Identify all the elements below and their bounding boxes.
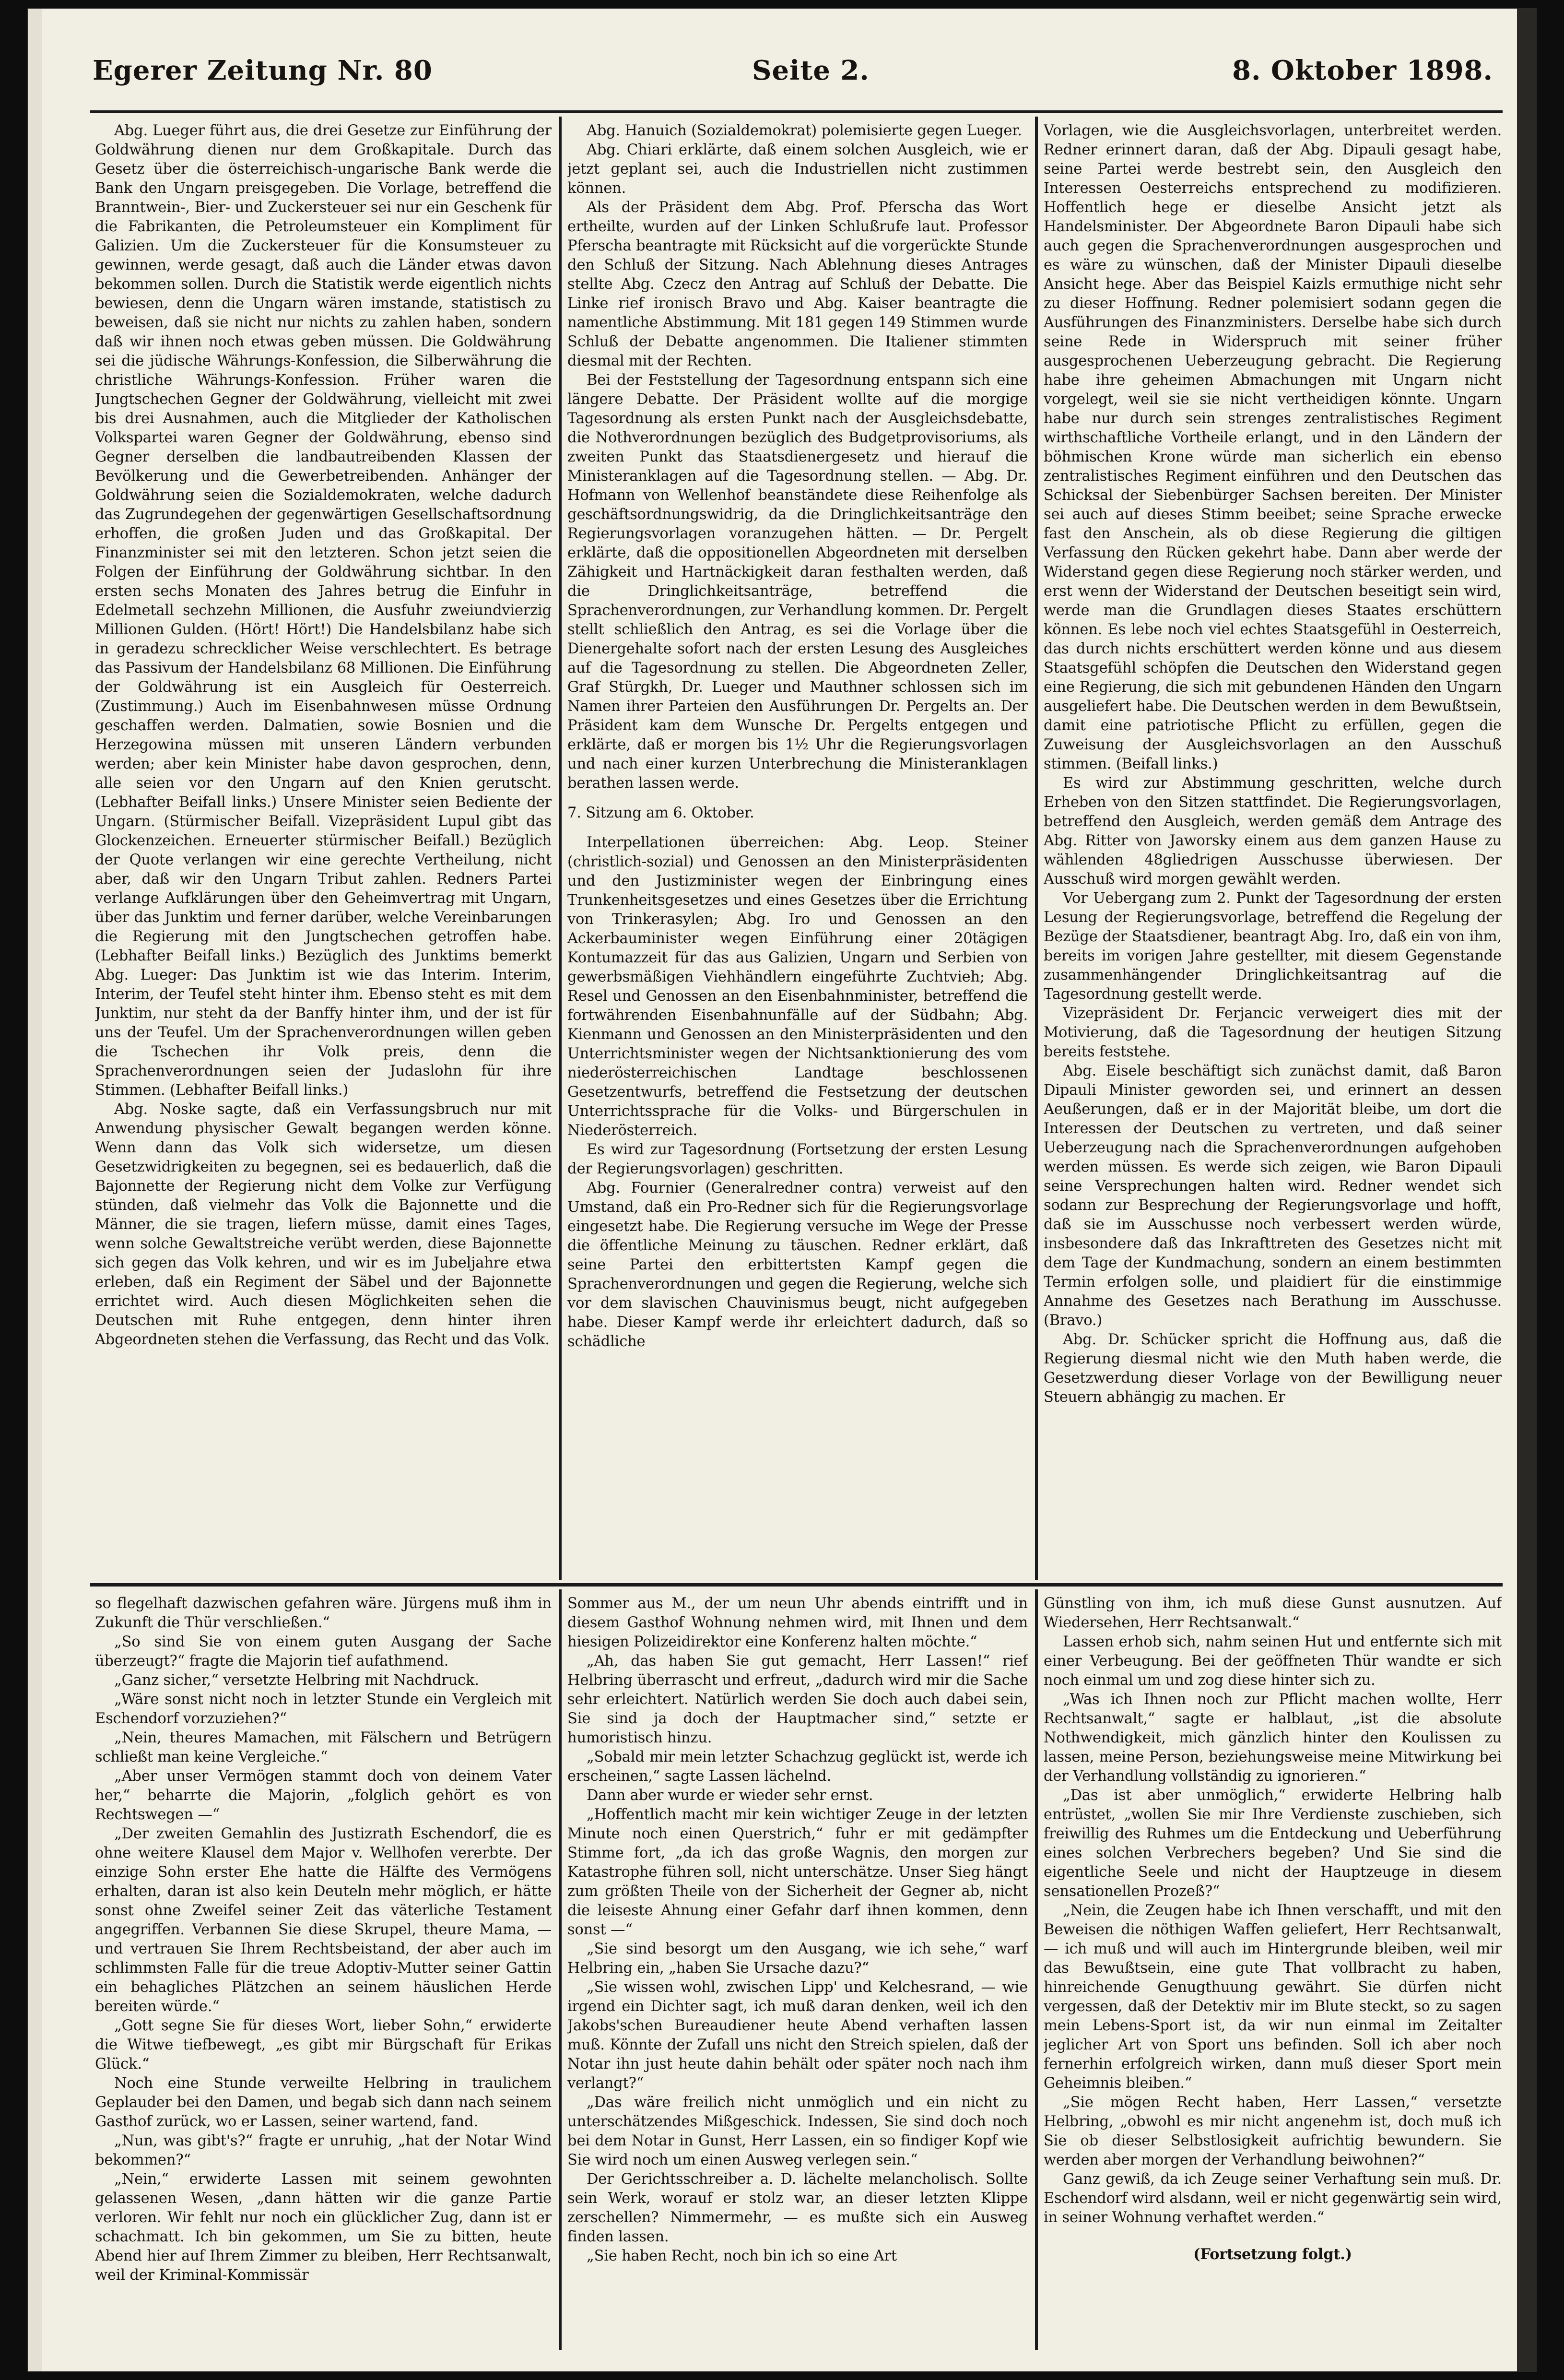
paragraph: Ganz gewiß, da ich Zeuge seiner Verhaftung sein muß. Dr. Eschendorf wird alsdann, weil er nicht gegenwärtig sein wird, in seiner Wohnung verhaftet werden.“ bbox=[1044, 2171, 1502, 2226]
paragraph: „Der zweiten Gemahlin des Justizrath Eschendorf, die es ohne weitere Klausel dem Major v. Wellhofen vererbte. Der einzige Sohn erster Ehe hatte die Hälfte des Vermögens erhalten, daran ist also kein Deuteln mehr möglich, er hätte sonst ohne Zweifel seiner Zeit das väterliche Testament angegriffen. Verbannen Sie diese Skrupel, theure Mama, — und vertrauen Sie Ihrem Rechtsbeistand, der aber auch im schlimmsten Falle für die treue Adoptiv-Mutter seiner Gattin ein behagliches Plätzchen an seinem häuslichen Herde bereiten würde.“ bbox=[95, 1825, 552, 2015]
page-number: Seite 2. bbox=[752, 55, 870, 86]
paragraph: „Sie haben Recht, noch bin ich so eine Art bbox=[587, 2248, 897, 2264]
paragraph: „Das wäre freilich nicht unmöglich und ein nicht zu unterschätzendes Mißgeschick. Indessen, Sie sind doch noch bei dem Notar in Gunst, Herr Lassen, ein so findiger Kopf wie Sie wird noch um einen Ausweg verlegen sein.“ bbox=[567, 2094, 1028, 2168]
newspaper-page bbox=[28, 9, 1536, 2371]
paragraph: „Nein, die Zeugen habe ich Ihnen verschafft, und mit den Beweisen die nöthigen Waffen geliefert, Herr Rechtsanwalt, — ich muß und will auch im Hintergrunde bleiben, weil mir das Bewußtsein, eine gute That vollbracht zu haben, hinreichende Genugthuung gewährt. Sie dürfen nicht vergessen, daß der Detektiv mir im Blute steckt, so zu sagen mein Lebens-Sport ist, da wir nun einmal im Zeitalter jeglicher Art von Sport uns befinden. Soll ich aber noch fernerhin erfolgreich wirken, dann muß dieser Sport mein Geheimnis bleiben.“ bbox=[1044, 1902, 1502, 2092]
paragraph: Sommer aus M., der um neun Uhr abends eintrifft und in diesem Gasthof Wohnung nehmen wird, mit Ihnen und dem hiesigen Polizeidirektor eine Konferenz halten möchte.“ bbox=[567, 1595, 1028, 1650]
paragraph: Abg. Eisele beschäftigt sich zunächst damit, daß Baron Dipauli Minister geworden sei, und erinnert an dessen Aeußerungen, daß er in der Majorität bleibe, um dort die Interessen der Deutschen zu vertreten, und daß seiner Ueberzeugung nach die Sprachenverordnungen aufgehoben werden müssen. Es werde sich zeigen, wie Baron Dipauli seine Versprechungen halten wird. Redner wendet sich sodann zur Besprechung der Regierungsvorlage und hofft, daß sie im Ausschusse noch verbessert werden würde, insbesondere daß das Inkrafttreten des Gesetzes nicht mit dem Tage der Kundmachung, sondern an einem bestimmten Termin erfolgen solle, und plaidiert für die einstimmige Annahme des Gesetzes nach Berathung im Ausschusse. (Bravo.) bbox=[1044, 1063, 1502, 1329]
paragraph: Abg. Dr. Schücker spricht die Hoffnung aus, daß die Regierung diesmal nicht wie den Muth haben werde, die Gesetzwerdung dieser Vorlage von der Bewilligung neuer Steuern abhängig zu machen. Er bbox=[1044, 1331, 1502, 1406]
paragraph: „Nein, theures Mamachen, mit Fälschern und Betrügern schließt man keine Vergleiche.“ bbox=[95, 1729, 552, 1765]
paragraph: Interpellationen überreichen: Abg. Leop. Steiner (christlich-sozial) und Genossen an den Ministerpräsidenten und den Justizminister wegen der Einbringung eines Trunkenheitsgesetzes und eines Gesetzes über die Errichtung von Trinkerasylen; Abg. Iro und Genossen an den Ackerbauminister wegen Einführung einer 20tägigen Kontumazzeit für das aus Galizien, Ungarn und Serbien von gewerbsmäßigen Viehhändlern eingeführte Zuchtvieh; Abg. Resel und Genossen an den Eisenbahnminister, betreffend die fortwährenden Eisenbahnunfälle auf der Südbahn; Abg. Kienmann und Genossen an den Ministerpräsidenten und den Unterrichtsminister wegen der Nichtsanktionierung des vom niederösterreichischen Landtage beschlossenen Gesetzentwurfs, betreffend die Festsetzung der deutschen Unterrichtssprache für die Volks- und Bürgerschulen in Niederösterreich. bbox=[567, 834, 1028, 1139]
paragraph: Günstling von ihm, ich muß diese Gunst ausnutzen. Auf Wiedersehen, Herr Rechtsanwalt.“ bbox=[1044, 1595, 1502, 1631]
column-rule-lower-1 bbox=[559, 1589, 562, 2350]
paragraph: Der Gerichtsschreiber a. D. lächelte melancholisch. Sollte sein Werk, worauf er stolz war, an dieser letzten Klippe zerschellen? Nimmermehr, — es mußte sich ein Ausweg finden lassen. bbox=[567, 2171, 1028, 2245]
paragraph: so flegelhaft dazwischen gefahren wäre. Jürgens muß ihm in Zukunft die Thür verschließen.“ bbox=[95, 1595, 552, 1631]
paragraph: Vor Uebergang zum 2. Punkt der Tagesordnung der ersten Lesung der Regierungsvorlage, betreffend die Regelung der Bezüge der Staatsdiener, beantragt Abg. Iro, daß ein von ihm, bereits im vorigen Jahre gestellter, mit diesem Gegenstande zusammenhängender Dringlichkeitsantrag auf die Tagesordnung gestellt werde. bbox=[1044, 890, 1502, 1003]
news-column-2 bbox=[567, 121, 1028, 1580]
column-rule-upper-2 bbox=[1035, 117, 1038, 1580]
paragraph: Vorlagen, wie die Ausgleichsvorlagen, unterbreitet werden. Redner erinnert daran, daß der Abg. Dipauli gesagt habe, seine Partei werde bestrebt sein, den Ausgleich den Interessen Oesterreichs entsprechend zu modifizieren. Hoffentlich hege er dieselbe Ansicht jetzt als Handelsminister. Der Abgeordnete Baron Dipauli habe sich auch gegen die Sprachenverordnungen ausgesprochen und es wäre zu wünschen, daß der Minister Dipauli dieselbe Ansicht hege. Aber das Beispiel Kaizls ermuthige nicht sehr zu dieser Hoffnung. Redner polemisiert sodann gegen die Ausführungen des Finanzministers. Derselbe habe sich durch seine Rede in Widerspruch mit seiner früher ausgesprochenen Ueberzeugung gebracht. Die Regierung habe ihre geheimen Abmachungen mit Ungarn nicht vorgelegt, weil sie sie nicht vertheidigen könnte. Ungarn habe nur durch sein strenges zentralistisches Regiment wirthschaftliche Vortheile erlangt, und in den Ländern der böhmischen Krone würde man sicherlich ein ebenso zentralistisches Regiment einführen und den Deutschen das Schicksal der Siebenbürger Sachsen bereiten. Der Minister sei auch auf dieses Stimm beeibet; seine Sprache erwecke fast den Anschein, als ob diese Regierung die giltigen Verfassung den Rücken gekehrt habe. Dann aber werde der Widerstand gegen diese Regierung noch stärker werden, und erst wenn der Widerstand der Deutschen beseitigt sein wird, werde man die Grundlagen dieses Staates erschüttern können. Es lebe noch viel echtes Staatsgefühl in Oesterreich, das durch nichts erschüttert werden könne und aus diesem Staatsgefühl schöpfen die Deutschen den Widerstand gegen eine Regierung, die sich mit gebundenen Händen den Ungarn ausgeliefert habe. Die Deutschen werden in dem Bewußtsein, damit eine patriotische Pflicht zu erfüllen, gegen die Zuweisung der Ausgleichsvorlagen an den Ausschuß stimmen. (Beifall links.) bbox=[1044, 122, 1502, 772]
issue-date: 8. Oktober 1898. bbox=[1232, 55, 1493, 86]
paragraph: „Ah, das haben Sie gut gemacht, Herr Lassen!“ rief Helbring überrascht und erfreut, „dadurch wird mir die Sache sehr erleichtert. Natürlich werden Sie doch auch dabei sein, Sie sind ja doch der Hauptmacher sind,“ setzte er humoristisch hinzu. bbox=[567, 1653, 1028, 1746]
paragraph: Noch eine Stunde verweilte Helbring in traulichem Geplauder bei den Damen, und begab sich dann nach seinem Gasthof zurück, wo er Lassen, seiner wartend, fand. bbox=[95, 2075, 552, 2130]
paragraph: „Nein,“ erwiderte Lassen mit seinem gewohnten gelassenen Wesen, „dann hätten wir die ganze Partie verloren. Wir fehlt nur noch ein glücklicher Zug, dann ist er schachmatt. Ich bin gekommen, um Sie zu bitten, heute Abend hier auf Ihrem Zimmer zu bleiben, Herr Rechtsanwalt, weil der Kriminal-Kommissär bbox=[95, 2171, 552, 2284]
paragraph: „Ganz sicher,“ versetzte Helbring mit Nachdruck. bbox=[114, 1672, 479, 1689]
right-page-edge bbox=[1517, 9, 1536, 2371]
paragraph: „Gott segne Sie für dieses Wort, lieber Sohn,“ erwiderte die Witwe tiefbewegt, „es gibt mir Bürgschaft für Erikas Glück.“ bbox=[95, 2017, 552, 2072]
paragraph: „Das ist aber unmöglich,“ erwiderte Helbring halb entrüstet, „wollen Sie mir Ihre Verdienste zuschieben, sich freiwillig des Ruhmes um die Entdeckung und Ueberführung eines solchen Verbrechers begeben? Und Sie sind die eigentliche Seele und nicht der Hauptzeuge in diesem sensationellen Prozeß?“ bbox=[1044, 1787, 1502, 1900]
paragraph: „Nun, was gibt's?“ fragte er unruhig, „hat der Notar Wind bekommen?“ bbox=[95, 2132, 552, 2168]
paragraph: Es wird zur Abstimmung geschritten, welche durch Erheben von den Sitzen stattfindet. Die Regierungsvorlagen, betreffend den Ausgleich, werden gemäß dem Antrage des Abg. Ritter von Jaworsky einem aus dem ganzen Hause zu wählenden 48gliedrigen Ausschusse überwiesen. Der Ausschuß wird morgen gewählt werden. bbox=[1044, 775, 1502, 888]
paragraph: „Hoffentlich macht mir kein wichtiger Zeuge in der letzten Minute noch einen Querstrich,“ fuhr er mit gedämpfter Stimme fort, „da ich das große Wagnis, den morgen zur Katastrophe führen soll, nicht unterschätze. Unser Sieg hängt zum größten Theile von der Sicherheit der Gegner ab, nicht die leiseste Ahnung einer Gefahr darf ihnen kommen, denn sonst —“ bbox=[567, 1806, 1028, 1938]
paragraph: „Sobald mir mein letzter Schachzug geglückt ist, werde ich erscheinen,“ sagte Lassen lächelnd. bbox=[567, 1749, 1028, 1785]
feuilleton-column-1 bbox=[95, 1594, 552, 2352]
to-be-continued: (Fortsetzung folgt.) bbox=[1193, 2246, 1352, 2263]
paragraph: „Was ich Ihnen noch zur Pflicht machen wollte, Herr Rechtsanwalt,“ sagte er halblaut, „ist die absolute Nothwendigkeit, mich gänzlich hinter den Koulissen zu lassen, meine Person, beziehungsweise meine Mitwirkung bei der Verhandlung vollständig zu ignorieren.“ bbox=[1044, 1691, 1502, 1785]
page-header bbox=[28, 21, 1536, 117]
paragraph: Bei der Feststellung der Tagesordnung entspann sich eine längere Debatte. Der Präsident wollte auf die morgige Tagesordnung als ersten Punkt nach der Ausgleichsdebatte, die Nothverordnungen bezüglich des Budgetprovisoriums, als zweiten Punkt das Staatsdienergesetz und hierauf die Ministeranklagen auf die Tagesordnung stellen. — Abg. Dr. Hofmann von Wellenhof beanständete diese Reihenfolge als geschäftsordnungswidrig, da die Dringlichkeitsanträge den Regierungsvorlagen voranzugehen hätten. — Dr. Pergelt erklärte, daß die oppositionellen Abgeordneten mit derselben Zähigkeit und Hartnäckigkeit daran festhalten werden, daß die Dringlichkeitsanträge, betreffend die Sprachenverordnungen, zur Verhandlung kommen. Dr. Pergelt stellt schließlich den Antrag, es sei die Vorlage über die Dienergehalte sofort nach der ersten Lesung des Ausgleiches auf die Tagesordnung zu stellen. Die Abgeordneten Zeller, Graf Stürgkh, Dr. Lueger und Mauthner schlossen sich im Namen ihrer Parteien den Ausführungen Dr. Pergelts an. Der Präsident kam dem Wunsche Dr. Pergelts entgegen und erklärte, daß er morgen bis 1½ Uhr die Regierungsvorlagen und nach einer kurzen Unterbrechung die Ministeranklagen berathen lassen werde. bbox=[567, 372, 1028, 792]
feuilleton-column-2 bbox=[567, 1594, 1028, 2352]
paragraph: Es wird zur Tagesordnung (Fortsetzung der ersten Lesung der Regierungsvorlagen) geschritten. bbox=[567, 1141, 1028, 1177]
masthead-issue: Egerer Zeitung Nr. 80 bbox=[93, 55, 433, 86]
paragraph: „So sind Sie von einem guten Ausgang der Sache überzeugt?“ fragte die Majorin tief aufathmend. bbox=[95, 1634, 552, 1670]
section-heading: 7. Sitzung am 6. Oktober. bbox=[567, 805, 754, 821]
news-column-1 bbox=[95, 121, 552, 1580]
paragraph: Als der Präsident dem Abg. Prof. Pferscha das Wort ertheilte, wurden auf der Linken Schlußrufe laut. Professor Pferscha beantragte mit Rücksicht auf die vorgerückte Stunde den Schluß der Sitzung. Nach Ablehnung dieses Antrages stellte Abg. Czecz den Antrag auf Schluß der Debatte. Die Linke rief ironisch Bravo und Abg. Kaiser beantragte die namentliche Abstimmung. Mit 181 gegen 149 Stimmen wurde Schluß der Debatte angenommen. Die Italiener stimmten diesmal mit der Rechten. bbox=[567, 199, 1028, 369]
feuilleton-rule bbox=[90, 1583, 1503, 1587]
left-paper-margin bbox=[28, 9, 42, 2371]
header-rule bbox=[90, 110, 1503, 113]
column-rule-upper-1 bbox=[559, 117, 562, 1580]
news-column-3 bbox=[1044, 121, 1502, 1580]
paragraph: „Sie wissen wohl, zwischen Lipp' und Kelchesrand, — wie irgend ein Dichter sagt, ich muß daran denken, weil ich den Jakobs'schen Bureaudiener heute Abend verhaften lassen muß. Könnte der Zufall uns nicht den Streich spielen, daß der Notar ihn just heute dahin behält oder später noch nach ihm verlangt?“ bbox=[567, 1979, 1028, 2092]
paragraph: Abg. Noske sagte, daß ein Verfassungsbruch nur mit Anwendung physischer Gewalt begangen werden könne. Wenn dann das Volk sich widersetze, um diesen Gesetzwidrigkeiten zu begegnen, sei es bedauerlich, daß die Bajonnette der Regierung nicht dem Volke zur Verfügung stünden, daß vielmehr das Volk die Bajonnette und die Männer, die sie tragen, liefern müsse, damit eines Tages, wenn solche Gewaltstreiche verübt werden, diese Bajonnette sich gegen das Volk kehren, und wir es im Jubeljahre etwa erleben, daß ein Regiment der Säbel und der Bajonnette errichtet wird. Auch diesen Möglichkeiten sehen die Deutschen mit Ruhe entgegen, denn hinter ihren Abgeordneten stehen die Verfassung, das Recht und das Volk. bbox=[95, 1101, 552, 1348]
paragraph: „Wäre sonst nicht noch in letzter Stunde ein Vergleich mit Eschendorf vorzuziehen?“ bbox=[95, 1691, 552, 1727]
feuilleton-column-3 bbox=[1044, 1594, 1502, 2352]
paragraph: Abg. Hanuich (Sozialdemokrat) polemisierte gegen Lueger. bbox=[587, 122, 1022, 139]
paragraph: „Aber unser Vermögen stammt doch von deinem Vater her,“ beharrte die Majorin, „folglich gehört es von Rechtswegen —“ bbox=[95, 1768, 552, 1823]
paragraph: Abg. Fournier (Generalredner contra) verweist auf den Umstand, daß ein Pro-Redner sich für die Regierungsvorlage eingesetzt habe. Die Regierung versuche im Wege der Presse die öffentliche Meinung zu täuschen. Redner erklärt, daß seine Partei den erbittertsten Kampf gegen die Sprachenverordnungen und gegen die Regierung, welche sich vor dem slavischen Chauvinismus beugt, nicht aufgegeben habe. Dieser Kampf werde ihr erleichtert dadurch, daß so schädliche bbox=[567, 1180, 1028, 1350]
paragraph: Lassen erhob sich, nahm seinen Hut und entfernte sich mit einer Verbeugung. Bei der geöffneten Thür wandte er sich noch einmal um und zog diese hinter sich zu. bbox=[1044, 1634, 1502, 1689]
paragraph: „Sie mögen Recht haben, Herr Lassen,“ versetzte Helbring, „obwohl es mir nicht angenehm ist, doch muß ich Sie ob dieser Selbstlosigkeit aufrichtig bewundern. Sie werden aber morgen der Verhandlung beiwohnen?“ bbox=[1044, 2094, 1502, 2168]
paragraph: Abg. Chiari erklärte, daß einem solchen Ausgleich, wie er jetzt geplant sei, auch die Industriellen nicht zustimmen können. bbox=[567, 142, 1028, 197]
paragraph: „Sie sind besorgt um den Ausgang, wie ich sehe,“ warf Helbring ein, „haben Sie Ursache dazu?“ bbox=[567, 1941, 1028, 1977]
column-rule-lower-2 bbox=[1035, 1589, 1038, 2350]
paragraph: Abg. Lueger führt aus, die drei Gesetze zur Einführung der Goldwährung dienen nur dem Großkapitale. Durch das Gesetz über die österreichisch-ungarische Bank werde die Bank den Ungarn preisgegeben. Die Vorlage, betreffend die Branntwein-, Bier- und Zuckersteuer sei nur ein Geschenk für die Fabrikanten, die Petroleumsteuer ein Kompliment für Galizien. Um die Zuckersteuer für die Konsumsteuer zu gewinnen, werde gesagt, daß auch die Länder etwas davon bekommen sollen. Durch die Statistik werde eigentlich nichts bewiesen, denn die Ungarn wären imstande, statistisch zu beweisen, daß sie nicht nur nichts zu zahlen haben, sondern daß wir ihnen noch etwas geben müssen. Die Goldwährung sei die jüdische Währungs-Konfession, die Silberwährung die christliche Währungs-Konfession. Früher waren die Jungtschechen Gegner der Goldwährung, vielleicht mit zwei bis drei Ausnahmen, auch die Mitglieder der Katholischen Volkspartei waren Gegner der Goldwährung, ebenso sind Gegner derselben die landbautreibenden Klassen der Bevölkerung und die Gewerbetreibenden. Anhänger der Goldwährung seien die Sozialdemokraten, welche dadurch das Zugrundegehen der gegenwärtigen Gesellschaftsordnung erhoffen, die großen Juden und das Großkapital. Der Finanzminister sei mit den letzteren. Schon jetzt seien die Folgen der Einführung der Goldwährung sichtbar. In den ersten sechs Monaten des Jahres betrug die Einfuhr in Edelmetall sechzehn Millionen, die Ausfuhr zweiundvierzig Millionen Gulden. (Hört! Hört!) Die Handelsbilanz habe sich in geradezu schrecklicher Weise verschlechtert. Es betrage das Passivum der Handelsbilanz 68 Millionen. Die Einführung der Goldwährung ist ein Ausgleich für Oesterreich. (Zustimmung.) Auch im Eisenbahnwesen müsse Ordnung geschaffen werden. Dalmatien, sowie Bosnien und die Herzegowina müssen mit unseren Ländern verbunden werden; aber kein Minister habe davon gesprochen, denn, alle seien vor den Ungarn auf den Knien gerutscht. (Lebhafter Beifall links.) Unsere Minister seien Bediente der Ungarn. (Stürmischer Beifall. Vizepräsident Lupul gibt das Glockenzeichen. Erneuerter stürmischer Beifall.) Bezüglich der Quote verlangen wir eine gerechte Vertheilung, nicht aber, daß wir den Ungarn Tribut zahlen. Redners Partei verlange Aufklärungen über den Geheimvertrag mit Ungarn, über das Junktim und ferner darüber, welche Vereinbarungen die Regierung mit den Jungtschechen getroffen habe. (Lebhafter Beifall links.) Bezüglich des Junktims bemerkt Abg. Lueger: Das Junktim ist wie das Interim. Interim, Interim, der Teufel steht hinter ihm. Ebenso steht es mit dem Junktim, nur steht da der Banffy hinter ihm, und der ist für uns der Teufel. Um der Sprachenverordnungen willen geben die Tschechen ihr Volk preis, denn die Sprachenverordnungen seien der Judaslohn für ihre Stimmen. (Lebhafter Beifall links.) bbox=[95, 122, 552, 1099]
paragraph: Dann aber wurde er wieder sehr ernst. bbox=[587, 1787, 873, 1804]
paragraph: Vizepräsident Dr. Ferjancic verweigert dies mit der Motivierung, daß die Tagesordnung der heutigen Sitzung bereits feststehe. bbox=[1044, 1005, 1502, 1060]
